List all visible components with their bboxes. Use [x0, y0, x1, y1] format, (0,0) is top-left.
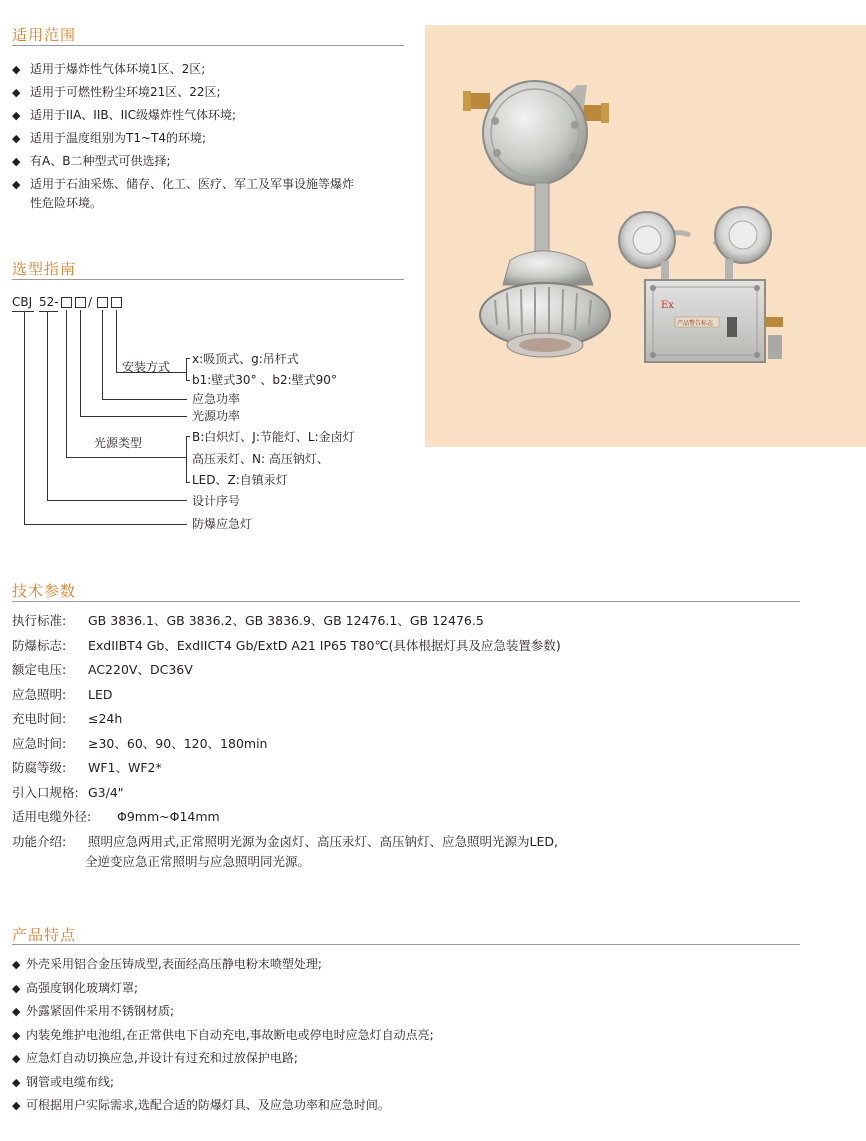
param-row [12, 758, 162, 778]
connector-line [24, 312, 25, 524]
param-label: 充电时间: [12, 711, 67, 726]
param-label: 额定电压: [12, 662, 67, 677]
diamond-bullet-icon: ◆ [12, 1005, 21, 1018]
list-item: ◆ 适用于IIA、IIB、IIC级爆炸性气体环境; [12, 104, 354, 127]
param-value: ≤24h [88, 711, 123, 726]
diamond-bullet-icon: ◆ [12, 1052, 21, 1065]
param-value: AC220V、DC36V [88, 662, 193, 677]
mount-option-1: x:吸顶式、g:吊杆式 [192, 352, 299, 366]
diamond-bullet-icon: ◆ [12, 155, 21, 168]
diamond-bullet-icon: ◆ [12, 1075, 21, 1089]
param-label: 应急时间: [12, 735, 67, 751]
bracket-line [186, 436, 187, 482]
param-label: 执行标准: [12, 613, 67, 628]
param-row [12, 709, 122, 729]
model-selection-diagram [12, 290, 412, 540]
connector-line [102, 399, 187, 400]
list-item: ◆ 适用于石油采炼、储存、化工、医疗、军工及军事设施等爆炸 性危险环境。 [12, 173, 354, 213]
connector-line [80, 416, 187, 417]
list-item: ◆ 高强度钢化玻璃灯罩; [12, 977, 434, 1001]
mount-option-2: b1:壁式30° 、b2:壁式90° [192, 373, 337, 387]
model-prefix: CBJ [12, 295, 33, 309]
scope-divider [12, 45, 404, 46]
param-value: GB 3836.1、GB 3836.2、GB 3836.9、GB 12476.1、GB 12476.5 [88, 613, 484, 628]
product-name-label: 防爆应急灯 [192, 517, 253, 531]
bracket-line [186, 358, 187, 380]
bracket-line [186, 482, 190, 483]
list-item: ◆ 适用于温度组别为T1~T4的环境; [12, 127, 354, 150]
diamond-bullet-icon: ◆ [12, 958, 21, 971]
list-item: ◆ 可根据用户实际需求,选配合适的防爆灯具、及应急功率和应急时间。 [12, 1094, 434, 1118]
list-item: ◆ 适用于可燃性粉尘环境21区、22区; [12, 81, 354, 104]
connector-line [80, 310, 81, 416]
diamond-bullet-icon: ◆ [12, 981, 21, 995]
params-divider [12, 601, 800, 602]
connector-line [47, 312, 48, 500]
code-box [111, 297, 122, 308]
param-label: 适用电缆外径: [12, 809, 92, 824]
list-item: ◆ 外壳采用铝合金压铸成型,表面经高压静电粉末喷塑处理; [12, 953, 434, 977]
connector-line [66, 457, 186, 458]
list-item: ◆ 外露紧固件采用不锈钢材质; [12, 1000, 434, 1024]
scope-title: 适用范围 [12, 26, 77, 44]
diamond-bullet-icon: ◆ [12, 178, 21, 191]
list-item: ◆ 钢管或电缆布线; [12, 1071, 434, 1095]
diamond-bullet-icon: ◆ [12, 109, 21, 122]
design-number-label: 设计序号 [192, 494, 241, 508]
connector-line [47, 500, 187, 501]
light-type-3: LED、Z:自镇汞灯 [192, 473, 288, 487]
diamond-bullet-icon: ◆ [12, 132, 21, 145]
param-label: 引入口规格: [12, 784, 79, 800]
param-value: ≥30、60、90、120、180min [88, 735, 268, 751]
param-label: 防腐等级: [12, 760, 67, 775]
explosion-proof-lamps-image [425, 25, 866, 447]
product-photo [425, 25, 866, 447]
param-row [12, 660, 193, 680]
bracket-line [186, 358, 190, 359]
param-row [12, 685, 113, 705]
connector-line [116, 310, 117, 372]
param-row [12, 734, 267, 754]
code-box [61, 297, 72, 308]
param-row [12, 636, 561, 656]
features-divider [12, 944, 800, 945]
param-value: G3/4" [88, 784, 124, 800]
connector-line [102, 310, 103, 399]
underline [39, 311, 58, 312]
param-row [12, 611, 484, 631]
code-box [97, 297, 108, 308]
param-value: LED [88, 686, 113, 702]
ex-mark: Ex [661, 300, 674, 311]
model-slash: / [88, 295, 93, 309]
param-row [12, 807, 220, 827]
param-label: 功能介绍: [12, 833, 67, 849]
warning-plate-text: 产品警告标志 [677, 320, 714, 327]
underline [12, 311, 34, 312]
param-row [12, 832, 558, 869]
param-value: WF1、WF2* [88, 760, 162, 775]
code-box [75, 297, 86, 308]
param-value: 照明应急两用式,正常照明光源为金卤灯、高压汞灯、高压钠灯、应急照明光源为LED, [88, 833, 558, 849]
bracket-line [186, 436, 190, 437]
param-value: Φ9mm~Φ14mm [117, 809, 220, 824]
scope-list [12, 58, 354, 213]
connector-line [66, 310, 67, 457]
light-type-2: 高压汞灯、N: 高压钠灯、 [192, 452, 329, 466]
features-list [12, 953, 434, 1118]
list-item: ◆ 应急灯自动切换应急,并设计有过充和过放保护电路; [12, 1047, 434, 1071]
emergency-power-label: 应急功率 [192, 392, 241, 406]
list-item: ◆ 适用于爆炸性气体环境1区、2区; [12, 58, 354, 81]
light-power-label: 光源功率 [192, 409, 241, 423]
param-value-continued: 全逆变应急正常照明与应急照明同光源。 [85, 853, 311, 869]
param-label: 防爆标志: [12, 637, 67, 653]
param-value: ExdIIBT4 Gb、ExdIICT4 Gb/ExtD A21 IP65 T80℃(具体根据灯具及应急装置参数) [88, 637, 561, 653]
model-number: 52- [39, 295, 59, 309]
connector-line [24, 524, 187, 525]
light-type-label: 光源类型 [94, 436, 143, 450]
guide-title: 选型指南 [12, 260, 77, 278]
list-item: ◆ 内装免维护电池组,在正常供电下自动充电,事故断电或停电时应急灯自动点亮; [12, 1024, 434, 1048]
diamond-bullet-icon: ◆ [12, 63, 21, 76]
light-type-1: B:白炽灯、J:节能灯、L:金卤灯 [192, 430, 355, 444]
params-title: 技术参数 [12, 582, 77, 600]
list-item: ◆ 有A、B二种型式可供选择; [12, 150, 354, 173]
bracket-line [186, 380, 190, 381]
param-label: 应急照明: [12, 686, 67, 702]
diamond-bullet-icon: ◆ [12, 1099, 21, 1112]
diamond-bullet-icon: ◆ [12, 86, 21, 99]
param-row [12, 783, 124, 803]
guide-divider [12, 279, 404, 280]
diamond-bullet-icon: ◆ [12, 1028, 21, 1042]
mount-method-label: 安装方式 [122, 360, 171, 374]
features-title: 产品特点 [12, 926, 77, 944]
